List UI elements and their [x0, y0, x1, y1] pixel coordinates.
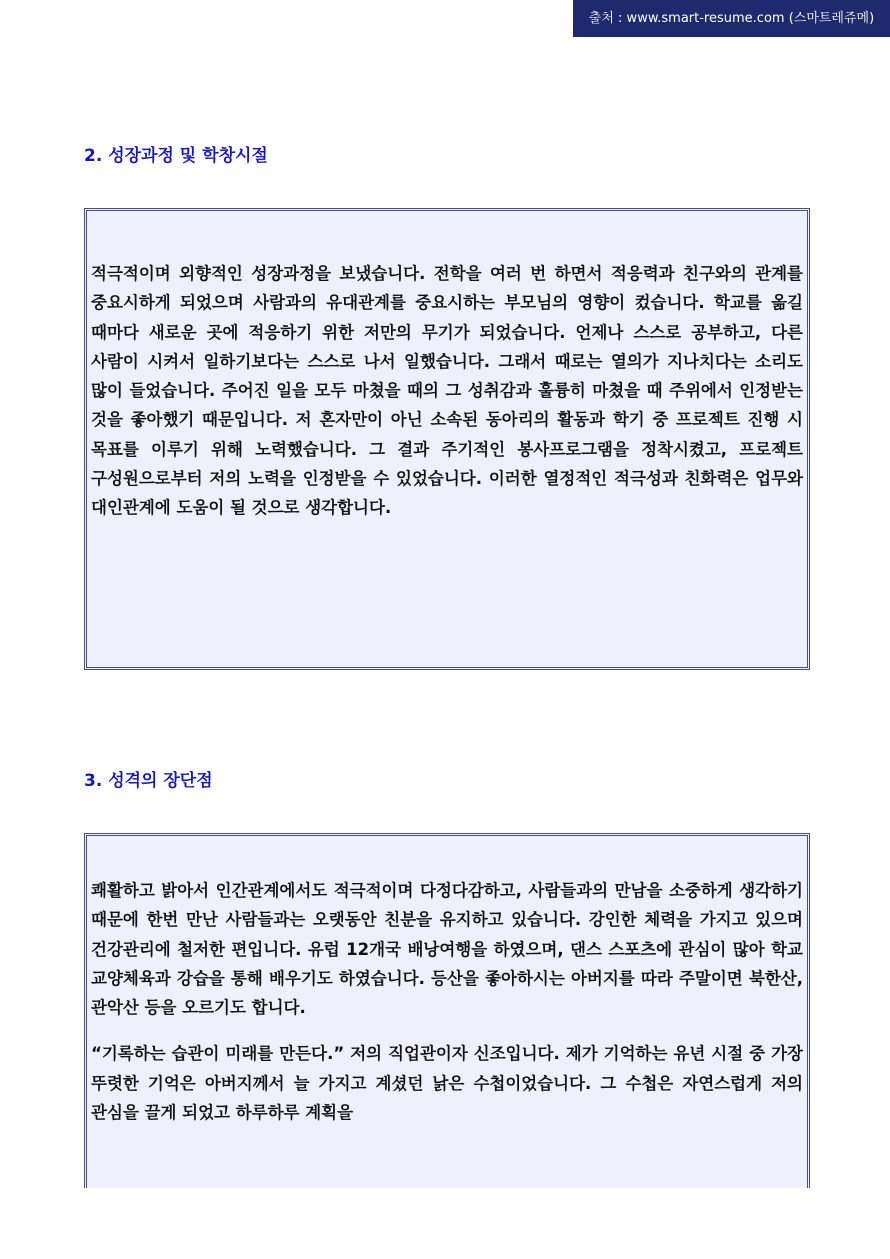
- personality-paragraph-1: 쾌활하고 밝아서 인간관계에서도 적극적이며 다정다감하고, 사람들과의 만남을 소중하게 생각하기 때문에 한번 만난 사람들과는 오랫동안 친분을 유지하고 있습니다. 강인한 체력을 가지고 있으며 건강관리에 철저한 편입니다. 유럽 12개국 배낭여행을 하였으며, 댄스 스포츠에 관심이 많아 학교 교양체육과 강습을 통해 배우기도 하였습니다. 등산을 좋아하시는 아버지를 따라 주말이면 북한산, 관악산 등을 오르기도 합니다.: [91, 881, 803, 1018]
- personality-content-box: [84, 833, 810, 1188]
- personality-paragraph-2: “기록하는 습관이 미래를 만든다.” 저의 직업관이자 신조입니다. 제가 기억하는 유년 시절 중 가장 뚜렷한 기억은 아버지께서 늘 가지고 계셨던 낡은 수첩이었습니다. 그 수첩은 자연스럽게 저의 관심을 끌게 되었고 하루하루 계획을: [91, 1044, 803, 1123]
- growth-paragraph: 적극적이며 외향적인 성장과정을 보냈습니다. 전학을 여러 번 하면서 적응력과 친구와의 관계를 중요시하게 되었으며 사람과의 유대관계를 중요시하는 부모님의 영향이 컸습니다. 학교를 옮길 때마다 새로운 곳에 적응하기 위한 저만의 무기가 되었습니다. 언제나 스스로 공부하고, 다른 사람이 시켜서 일하기보다는 스스로 나서 일했습니다. 그래서 때로는 열의가 지나치다는 소리도 많이 들었습니다. 주어진 일을 모두 마쳤을 때의 그 성취감과 훌륭히 마쳤을 때 주위에서 인정받는 것을 좋아했기 때문입니다. 저 혼자만이 아닌 소속된 동아리의 활동과 학기 중 프로젝트 진행 시 목표를 이루기 위해 노력했습니다. 그 결과 주기적인 봉사프로그램을 정착시켰고, 프로젝트 구성원으로부터 저의 노력을 인정받을 수 있었습니다. 이러한 열정적인 적극성과 친화력은 업무와 대인관계에 도움이 될 것으로 생각합니다.: [91, 264, 803, 518]
- section-title-personality: 3. 성격의 장단점: [84, 771, 213, 791]
- section-title-growth: 2. 성장과정 및 학창시절: [84, 146, 268, 166]
- source-badge: 출처 : www.smart-resume.com (스마트레쥬메): [573, 0, 890, 37]
- growth-content-box: [84, 208, 810, 670]
